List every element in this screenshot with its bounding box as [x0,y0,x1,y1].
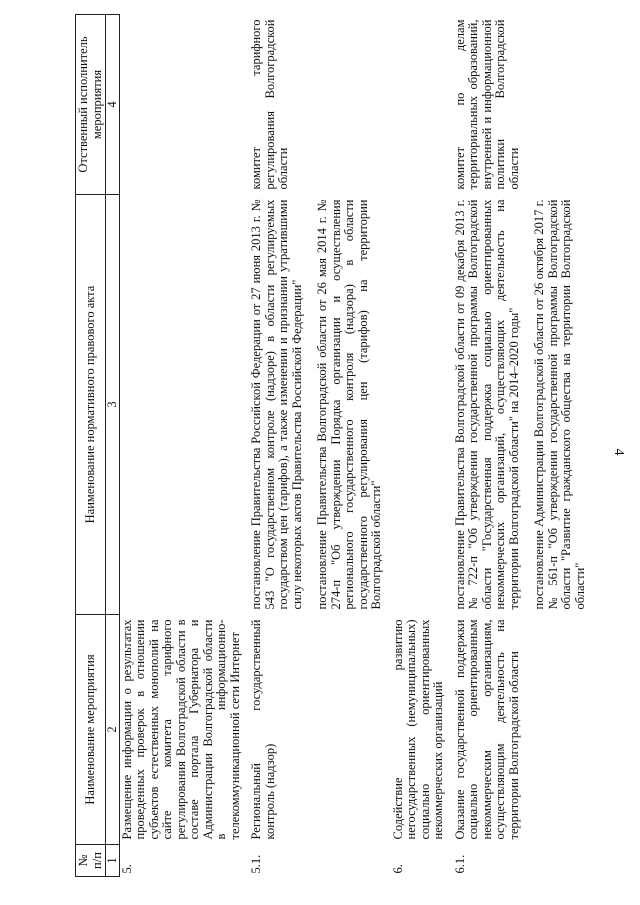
legal-act: постановление Правительства Российской Федерации от 27 июня 2013 г. № 543 "О государственном контроле (надзоре) в области регулируемых государством цен (тарифов), а также изменении и признании утратившими силу некоторых актов Правительства Российской Федерации" [249,199,304,610]
rotated-page [75,15,615,877]
act-cell [391,195,453,615]
table-body [119,15,594,877]
table-row [391,15,453,877]
act-cell [119,195,249,615]
header-number: № п/п [76,845,106,877]
legal-act: постановление Правительства Волгоградской области от 26 мая 2014 г. № 274-п "Об утверждении Порядка организации и осуществления регионального государственного контроля (надзора) в области государственного регулирования цен (тарифов) на территории Волгоградской области" [315,199,383,610]
executor-cell: комитет по делам территориальных образований, внутренней и информационной политики Волгоградской области [452,19,521,190]
executor-cell [119,15,249,195]
column-number: 1 [106,845,120,877]
column-number: 2 [106,615,120,845]
row-number: 6.1. [452,854,467,874]
event-cell: Региональный государственный контроль (надзор) [249,619,277,840]
event-cell: Содействие развитию негосударственных (немуниципальных) социально ориентированных некоммерческих организаций [390,619,445,840]
table-row [249,15,391,877]
table-header [76,15,120,877]
executor-cell [391,15,453,195]
row-number: 5. [119,864,134,874]
event-cell: Размещение информации о результатах проведенных проверок в отношении субъектов естественных монополий на сайте комитета тарифного регулирования Волгоградской области в составе портала Губернатора и Администрации Волгоградской области в информационно-телекоммуникационной сети Интернет [119,619,242,840]
header-executor: Отственный исполнитель мероприятия [76,15,106,195]
executor-cell: комитет тарифного регулирования Волгоградской области [249,19,290,190]
table-row [119,15,249,877]
table-row [453,15,595,877]
legal-act: постановление Администрации Волгоградской области от 26 октября 2017 г. № 561-п "Об утверждении государственной программы Волгоградской области "Развитие гражданского общества на территории Волгоградской области" [532,199,587,610]
page-number: 4 [611,448,626,456]
row-number: 5.1. [249,854,263,874]
measures-table [75,14,594,877]
row-number: 6. [390,864,405,874]
column-number: 3 [106,195,120,615]
header-event: Наименование мероприятия [76,615,106,845]
column-number: 4 [106,15,120,195]
legal-act: постановление Правительства Волгоградской области от 09 декабря 2013 г. № 722-п "Об утверждении государственной программы Волгоградской области "Государственная поддержка социально ориентированных некоммерческих организаций, осуществляющих деятельность на территории Волгоградской области" на 2014–2020 годы" [452,199,521,610]
header-act: Наименование нормативного правового акта [76,195,106,615]
act-cell [453,195,595,615]
act-cell [249,195,391,615]
event-cell: Оказание государственной поддержки социально ориентированным некоммерческим организациям, осуществляющим деятельность на территории Волгоградской области [452,619,521,840]
